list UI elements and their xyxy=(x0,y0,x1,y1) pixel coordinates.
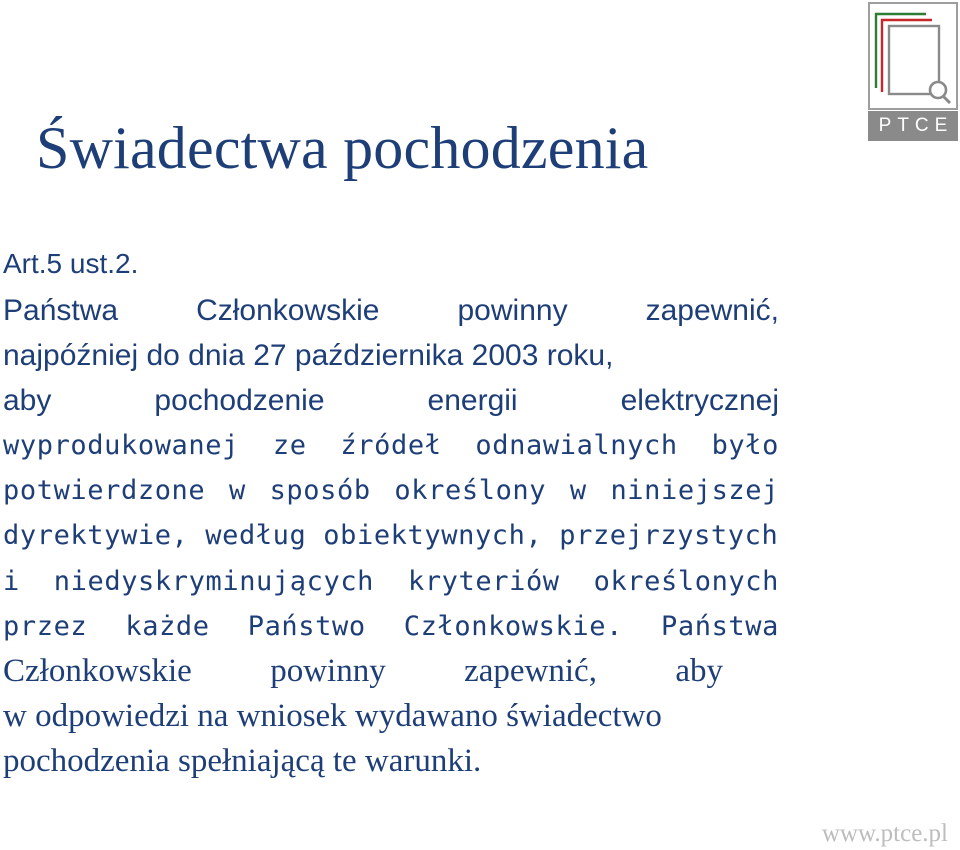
article-block xyxy=(3,244,779,784)
logo-text: PTCE xyxy=(868,111,958,141)
article-reference: Art.5 ust.2. xyxy=(3,248,139,279)
stacked-documents-magnifier-icon xyxy=(868,2,958,110)
text-line: Członkowskie powinny zapewnić, aby xyxy=(3,652,723,689)
text-line: i niedyskryminujących kryteriów określonych xyxy=(3,565,779,597)
article-text xyxy=(3,288,779,784)
text-line: dyrektywie, według obiektywnych, przejrzystych xyxy=(3,520,779,552)
text-line: Państwa Członkowskie powinny zapewnić, xyxy=(3,294,779,327)
text-line: przez każde Państwo Członkowskie. Państwa xyxy=(3,610,779,642)
website-url: www.ptce.pl xyxy=(821,820,948,847)
text-line: najpóźniej do dnia 27 października 2003 roku, xyxy=(3,339,614,373)
text-line: potwierdzone w sposób określony w niniejszej xyxy=(3,475,779,507)
slide-title: Świadectwa pochodzenia xyxy=(36,115,649,181)
ptce-logo xyxy=(868,2,958,142)
text-line: w odpowiedzi na wniosek wydawano świadectwo xyxy=(3,697,662,734)
text-line: pochodzenia spełniającą te warunki. xyxy=(3,742,482,779)
text-line: aby pochodzenie energii elektrycznej xyxy=(3,384,779,418)
text-line: wyprodukowanej ze źródeł odnawialnych było xyxy=(3,430,779,462)
